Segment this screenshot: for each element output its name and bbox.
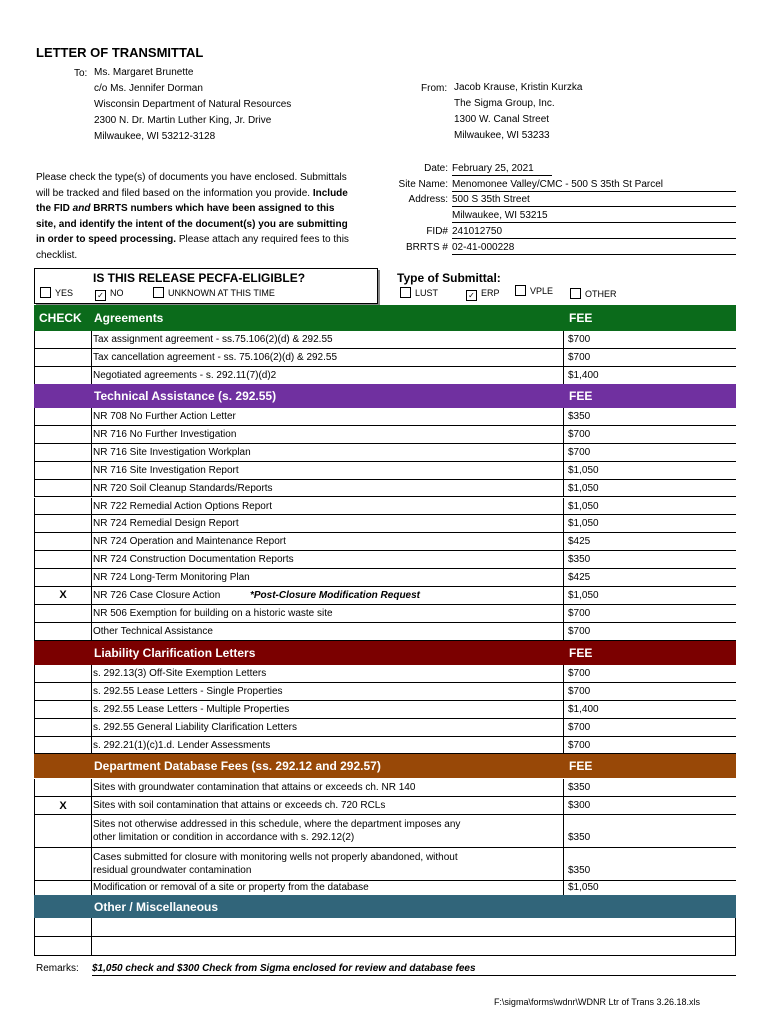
fee-column-header: FEE <box>569 759 593 773</box>
check-cell[interactable] <box>34 665 92 682</box>
row-description: Sites not otherwise addressed in this schedule, where the department imposes any other limitation or condition in accordance with s. 292.12(2) <box>93 815 564 847</box>
row-description: Sites with groundwater contamination that attains or exceeds ch. NR 140 <box>93 779 564 796</box>
row-fee: $1,400 <box>568 370 599 381</box>
row-description: NR 708 No Further Action Letter <box>93 408 564 425</box>
check-cell[interactable] <box>34 623 92 640</box>
row-fee: $700 <box>568 625 591 637</box>
table-row <box>34 367 736 385</box>
row-description: Modification or removal of a site or property from the database <box>93 881 564 895</box>
check-cell[interactable] <box>34 937 92 955</box>
instructions-paragraph: Please check the type(s) of documents you have enclosed. Submittals will be tracked and filed based on the information you provide. Include the FID and BRRTS numbers which have been assigned to this site, and identify the intent of the document(s) you are submitting in order to speed processing. Please attach any required fees to this checklist. <box>36 172 349 261</box>
check-cell[interactable] <box>34 815 92 847</box>
table-row <box>34 331 736 349</box>
row-description: NR 724 Operation and Maintenance Report <box>93 533 564 550</box>
table-row <box>34 683 736 701</box>
row-description: s. 292.55 General Liability Clarification Letters <box>93 719 564 736</box>
check-cell[interactable] <box>34 551 92 568</box>
check-cell[interactable] <box>34 737 92 754</box>
row-fee: $700 <box>568 668 591 679</box>
brrts-label: BRRTS # <box>405 242 448 253</box>
check-cell[interactable] <box>34 918 92 936</box>
check-cell[interactable] <box>34 349 92 366</box>
fee-column-header: FEE <box>569 389 593 403</box>
row-fee: $350 <box>568 832 591 843</box>
document-title: LETTER OF TRANSMITTAL <box>36 45 204 60</box>
row-description: NR 716 Site Investigation Workplan <box>93 444 564 461</box>
check-cell[interactable] <box>34 462 92 479</box>
row-description: Other Technical Assistance <box>93 623 564 640</box>
remarks-label: Remarks: <box>36 963 79 974</box>
table-row <box>34 349 736 367</box>
row-fee: $700 <box>568 428 591 440</box>
check-cell[interactable] <box>34 701 92 718</box>
checkbox-icon[interactable] <box>153 287 164 298</box>
date-label: Date: <box>424 163 448 174</box>
submittal-lust-option[interactable]: LUST <box>400 287 438 299</box>
row-fee: $700 <box>568 446 591 458</box>
row-description: Tax cancellation agreement - ss. 75.106(2)(d) & 292.55 <box>93 349 564 366</box>
section-title: Agreements <box>94 311 164 325</box>
address-field-line1[interactable]: 500 S 35th Street <box>452 194 736 207</box>
database-fees-section-header <box>34 754 736 778</box>
row-fee: $350 <box>568 865 591 876</box>
table-row <box>34 480 736 498</box>
pecfa-question: IS THIS RELEASE PECFA-ELIGIBLE? <box>93 271 306 285</box>
submittal-vple-option[interactable]: VPLE <box>515 285 553 297</box>
to-line: Milwaukee, WI 53212-3128 <box>94 131 216 142</box>
submittal-type-title: Type of Submittal: <box>397 271 501 285</box>
submittal-erp-option[interactable]: ✓ ERP <box>466 287 500 301</box>
check-cell[interactable] <box>34 881 92 895</box>
table-row <box>34 719 736 737</box>
table-row <box>34 881 736 896</box>
from-line: The Sigma Group, Inc. <box>454 98 555 109</box>
table-row <box>34 408 736 426</box>
row-fee: $700 <box>568 685 591 697</box>
site-name-label: Site Name: <box>398 179 448 190</box>
table-row <box>34 665 736 683</box>
row-description[interactable] <box>93 918 736 936</box>
row-description: NR 724 Construction Documentation Reports <box>93 551 564 568</box>
row-fee: $425 <box>568 572 591 584</box>
to-line: Wisconsin Department of Natural Resources <box>94 99 292 110</box>
row-description: Sites with soil contamination that attains or exceeds ch. 720 RCLs <box>93 797 564 814</box>
fee-column-header: FEE <box>569 311 593 325</box>
table-row <box>34 848 736 881</box>
row-fee: $1,050 <box>568 518 599 530</box>
to-address-block <box>94 65 291 145</box>
row-fee: $425 <box>568 536 591 548</box>
row-fee: $700 <box>568 607 591 619</box>
technical-assistance-section-header <box>34 384 736 408</box>
check-cell[interactable] <box>34 605 92 622</box>
from-address-block <box>454 80 582 144</box>
row-description: NR 716 Site Investigation Report <box>93 462 564 479</box>
check-cell[interactable] <box>34 779 92 796</box>
table-row <box>34 737 736 755</box>
check-cell[interactable] <box>34 683 92 700</box>
check-cell[interactable] <box>34 444 92 461</box>
table-row <box>34 701 736 719</box>
row-description: Negotiated agreements - s. 292.11(7)(d)2 <box>93 367 564 384</box>
row-description: s. 292.21(1)(c)1.d. Lender Assessments <box>93 737 564 754</box>
table-row <box>34 498 736 516</box>
row-fee: $1,400 <box>568 703 599 715</box>
table-row <box>34 426 736 444</box>
table-row <box>34 623 736 641</box>
row-fee: $1,050 <box>568 464 599 476</box>
from-line: 1300 W. Canal Street <box>454 114 550 125</box>
table-row <box>34 605 736 623</box>
row-fee: $300 <box>568 800 591 811</box>
check-cell[interactable] <box>34 719 92 736</box>
row-fee: $700 <box>568 352 591 363</box>
row-note: *Post-Closure Modification Request <box>250 590 421 601</box>
check-cell[interactable] <box>34 533 92 550</box>
checkbox-icon[interactable] <box>40 287 51 298</box>
row-description: NR 722 Remedial Action Options Report <box>93 498 564 515</box>
row-description: NR 724 Remedial Design Report <box>93 515 564 532</box>
row-description: NR 716 No Further Investigation <box>93 426 564 443</box>
row-fee: $1,050 <box>568 500 599 512</box>
pecfa-no-option[interactable]: ✓ NO <box>95 287 124 301</box>
from-line: Milwaukee, WI 53233 <box>454 130 550 141</box>
row-description[interactable] <box>93 937 736 955</box>
row-fee: $350 <box>568 782 591 793</box>
check-cell[interactable]: X <box>34 587 92 604</box>
footer-file-path: F:\sigma\forms\wdnr\WDNR Ltr of Trans 3.26.18.xls <box>493 997 700 1007</box>
table-row <box>34 462 736 480</box>
address-label: Address: <box>408 194 448 205</box>
row-fee: $1,050 <box>568 882 599 893</box>
table-row <box>34 551 736 569</box>
table-row <box>34 779 736 797</box>
check-cell[interactable] <box>34 480 92 497</box>
check-cell[interactable] <box>34 848 92 880</box>
checkbox-icon[interactable] <box>400 287 411 298</box>
to-line: 2300 N. Dr. Martin Luther King, Jr. Drive <box>94 115 272 126</box>
check-column-header: CHECK <box>39 311 82 325</box>
check-cell[interactable] <box>34 408 92 425</box>
checkbox-icon[interactable] <box>570 288 581 299</box>
pecfa-unknown-option[interactable]: UNKNOWN AT THIS TIME <box>153 287 275 299</box>
check-cell[interactable] <box>34 569 92 586</box>
pecfa-yes-option[interactable]: YES <box>40 287 73 299</box>
brrts-field[interactable]: 02-41-000228 <box>452 242 736 255</box>
table-row <box>34 797 736 815</box>
fid-field[interactable]: 241012750 <box>452 226 736 239</box>
table-row <box>34 533 736 551</box>
section-title: Department Database Fees (ss. 292.12 and 292.57) <box>94 759 381 773</box>
row-description: Cases submitted for closure with monitoring wells not properly abandoned, without residual groundwater contamination <box>93 848 564 880</box>
agreements-section-header <box>34 305 736 331</box>
fee-column-header: FEE <box>569 646 593 660</box>
date-field[interactable]: February 25, 2021 <box>452 163 552 176</box>
table-row <box>34 815 736 848</box>
check-cell[interactable] <box>34 331 92 348</box>
other-misc-section-header <box>34 895 736 918</box>
row-description: NR 724 Long-Term Monitoring Plan <box>93 569 564 586</box>
row-fee: $350 <box>568 411 591 422</box>
address-field-line2[interactable]: Milwaukee, WI 53215 <box>452 210 736 223</box>
remarks-field[interactable]: $1,050 check and $300 Check from Sigma enclosed for review and database fees <box>92 963 736 976</box>
row-fee: $700 <box>568 721 591 733</box>
row-fee: $350 <box>568 554 591 566</box>
table-row <box>34 937 736 956</box>
checkbox-icon[interactable] <box>515 285 526 296</box>
section-title: Liability Clarification Letters <box>94 646 256 660</box>
to-label: To: <box>74 68 88 79</box>
from-line: Jacob Krause, Kristin Kurzka <box>454 82 583 93</box>
row-description: NR 506 Exemption for building on a historic waste site <box>93 605 564 622</box>
site-name-field[interactable]: Menomonee Valley/CMC - 500 S 35th St Parcel <box>452 179 736 192</box>
table-row <box>34 587 736 605</box>
section-title: Technical Assistance (s. 292.55) <box>94 389 277 403</box>
check-cell[interactable] <box>34 426 92 443</box>
table-row <box>34 918 736 937</box>
table-row <box>34 444 736 462</box>
fid-label: FID# <box>426 226 448 237</box>
section-title: Other / Miscellaneous <box>94 900 219 914</box>
to-line: c/o Ms. Jennifer Dorman <box>94 83 203 94</box>
row-description: s. 292.13(3) Off-Site Exemption Letters <box>93 665 564 682</box>
to-line: Ms. Margaret Brunette <box>94 67 194 78</box>
row-description: s. 292.55 Lease Letters - Single Properties <box>93 683 564 700</box>
check-cell[interactable] <box>34 367 92 384</box>
row-fee: $700 <box>568 334 591 345</box>
liability-section-header <box>34 641 736 665</box>
checkmark-icon[interactable]: ✓ <box>466 290 477 301</box>
checkmark-icon[interactable]: ✓ <box>95 290 106 301</box>
from-label: From: <box>421 83 448 94</box>
row-description: NR 726 Case Closure Action *Post-Closure Modification Request <box>93 587 564 604</box>
row-description: NR 720 Soil Cleanup Standards/Reports <box>93 480 564 497</box>
check-cell[interactable]: X <box>34 797 92 814</box>
table-row <box>34 569 736 587</box>
check-cell[interactable] <box>34 498 92 515</box>
row-description: Tax assignment agreement - ss.75.106(2)(d) & 292.55 <box>93 331 564 348</box>
table-row <box>34 515 736 533</box>
row-fee: $700 <box>568 739 591 751</box>
row-fee: $1,050 <box>568 482 599 494</box>
submittal-other-option[interactable]: OTHER <box>570 288 617 300</box>
check-cell[interactable] <box>34 515 92 532</box>
row-description: s. 292.55 Lease Letters - Multiple Properties <box>93 701 564 718</box>
row-fee: $1,050 <box>568 590 599 601</box>
